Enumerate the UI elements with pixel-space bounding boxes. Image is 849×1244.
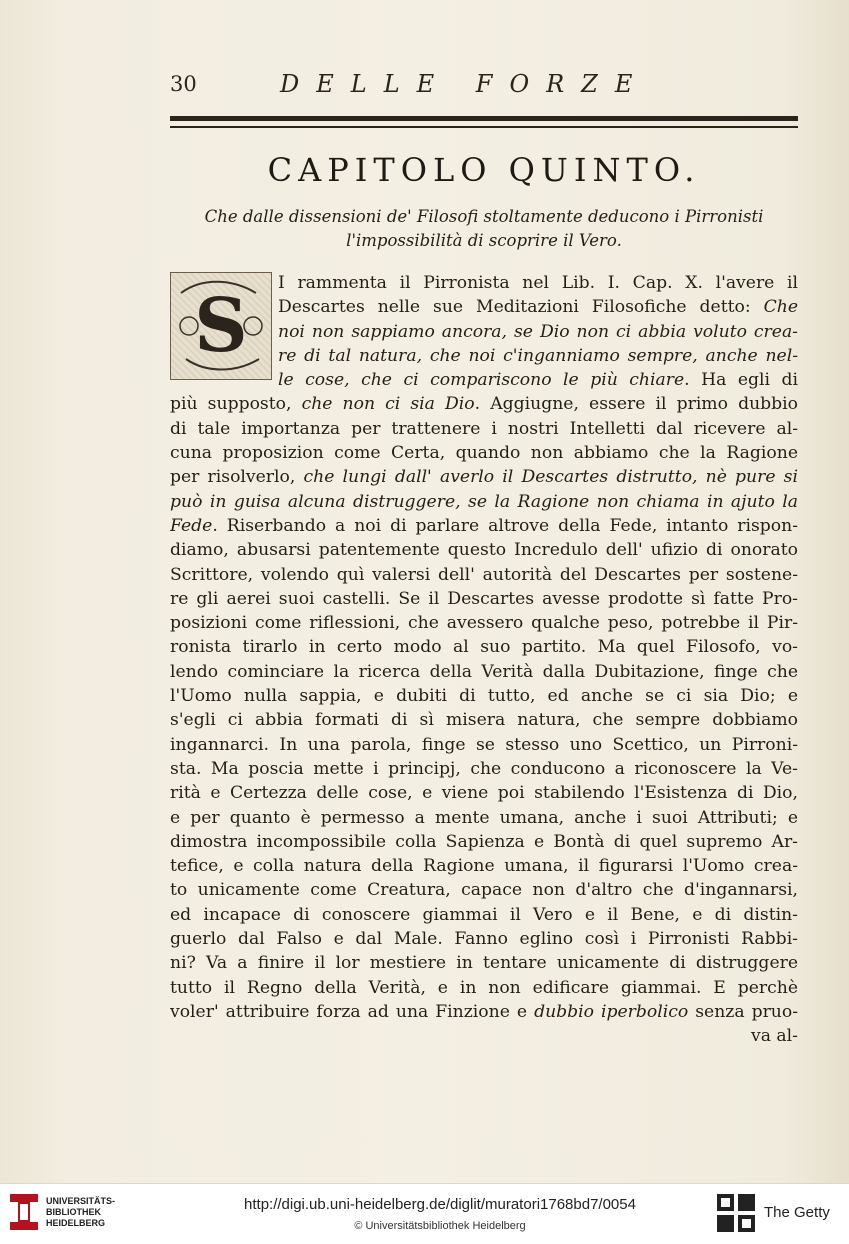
text-line: tefice, e colla natura della Ragione umana, il figurarsi l'Uomo crea- xyxy=(170,856,798,877)
text-line: e per quanto è permesso a mente umana, anche i suoi Attributi; e xyxy=(170,807,798,828)
text-line: voler' attribuire forza ad una Finzione e dubbio iperbolico senza pruo- xyxy=(170,1001,798,1022)
text-line: Descartes nelle sue Meditazioni Filosofiche detto: Che xyxy=(278,297,798,318)
page-number: 30 xyxy=(170,72,197,96)
body-text xyxy=(170,271,798,1049)
header-rule-thin xyxy=(170,126,798,128)
text-line: di tale importanza per trattenere i nostri Intelletti dal ricevere al- xyxy=(170,418,798,439)
text-line: to unicamente come Creatura, capace non d'altro che d'ingannarsi, xyxy=(170,880,798,901)
university-library-logo-icon[interactable] xyxy=(8,1192,40,1232)
text-line: guerlo dal Falso e dal Male. Fanno eglino così i Pirronisti Rabbi- xyxy=(170,929,798,950)
getty-logo-icon[interactable] xyxy=(717,1194,755,1232)
text-line: re di tal natura, che noi c'inganniamo sempre, anche nel- xyxy=(278,345,798,366)
subtitle-line-2: l'impossibilità di scoprire il Vero. xyxy=(346,231,622,250)
text-line: ingannarci. In una parola, finge se stesso uno Scettico, un Pirroni- xyxy=(170,734,798,755)
copyright-notice: © Universitätsbibliothek Heidelberg xyxy=(354,1220,526,1232)
running-head: DELLE FORZE xyxy=(280,70,650,98)
text-line: più supposto, che non ci sia Dio. Aggiugne, essere il primo dubbio xyxy=(170,394,798,415)
text-line: ronista tirarlo in certo modo al suo partito. Ma quel Filosofo, vo- xyxy=(170,637,798,658)
text-line: s'egli ci abbia formati di sì misera natura, che sempre dobbiamo xyxy=(170,710,798,731)
drop-cap-letter: S xyxy=(194,283,248,369)
text-line: tutto il Regno della Verità, e in non edificare giammai. E perchè xyxy=(170,977,798,998)
viewer-footer xyxy=(0,1183,849,1244)
text-line: lendo cominciare la ricerca della Verità dalla Dubitazione, finge che xyxy=(170,661,798,682)
catchword: va al- xyxy=(751,1026,798,1047)
text-line: rità e Certezza delle cose, e viene poi stabilendo l'Esistenza di Dio, xyxy=(170,783,798,804)
text-line: per risolverlo, che lungi dall' averlo il Descartes distrutto, nè pure si xyxy=(170,467,798,488)
text-line: le cose, che ci compariscono le più chiare. Ha egli di xyxy=(278,370,798,391)
text-line: Fede. Riserbando a noi di parlare altrove della Fede, intanto rispon- xyxy=(170,515,798,536)
header-rule-thick xyxy=(170,116,798,121)
text-line: l'Uomo nulla sappia, e dubiti di tutto, ed anche se ci sia Dio; e xyxy=(170,686,798,707)
text-line: Scrittore, volendo quì valersi dell' autorità del Descartes per sostene- xyxy=(170,564,798,585)
text-line: dimostra incompossibile colla Sapienza e Bontà di quel supremo Ar- xyxy=(170,831,798,852)
chapter-title: CAPITOLO QUINTO. xyxy=(267,151,701,189)
permalink-url[interactable]: http://digi.ub.uni-heidelberg.de/diglit/muratori1768bd7/0054 xyxy=(244,1196,636,1213)
text-line: sta. Ma poscia mette i principj, che conducono a riconoscere la Ve- xyxy=(170,758,798,779)
chapter-subtitle xyxy=(170,205,798,253)
text-line: ed incapace di conoscere giammai il Vero e il Bene, e di distin- xyxy=(170,904,798,925)
text-line: posizioni come riflessioni, che avessero qualche peso, potrebbe il Pir- xyxy=(170,613,798,634)
text-line: può in guisa alcuna distruggere, se la Ragione non chiama in ajuto la xyxy=(170,491,798,512)
university-library-name: UNIVERSITÄTS- BIBLIOTHEK HEIDELBERG xyxy=(46,1196,116,1228)
subtitle-line-1: Che dalle dissensioni de' Filosofi stoltamente deducono i Pirronisti xyxy=(204,207,764,226)
text-line: diamo, abusarsi patentemente questo Incredulo dell' ufizio di onorato xyxy=(170,540,798,561)
text-line: noi non sappiamo ancora, se Dio non ci abbia voluto crea- xyxy=(278,321,798,342)
text-line: ni? Va a finire il lor mestiere in tentare unicamente di distruggere xyxy=(170,953,798,974)
text-line: re gli aerei suoi castelli. Se il Descartes avesse prodotte sì fatte Pro- xyxy=(170,588,798,609)
text-line: cuna proposizion come Certa, quando non abbiamo che la Ragione xyxy=(170,443,798,464)
text-line: I rammenta il Pirronista nel Lib. I. Cap. X. l'avere il xyxy=(278,273,798,293)
partner-name: The Getty xyxy=(764,1204,830,1221)
